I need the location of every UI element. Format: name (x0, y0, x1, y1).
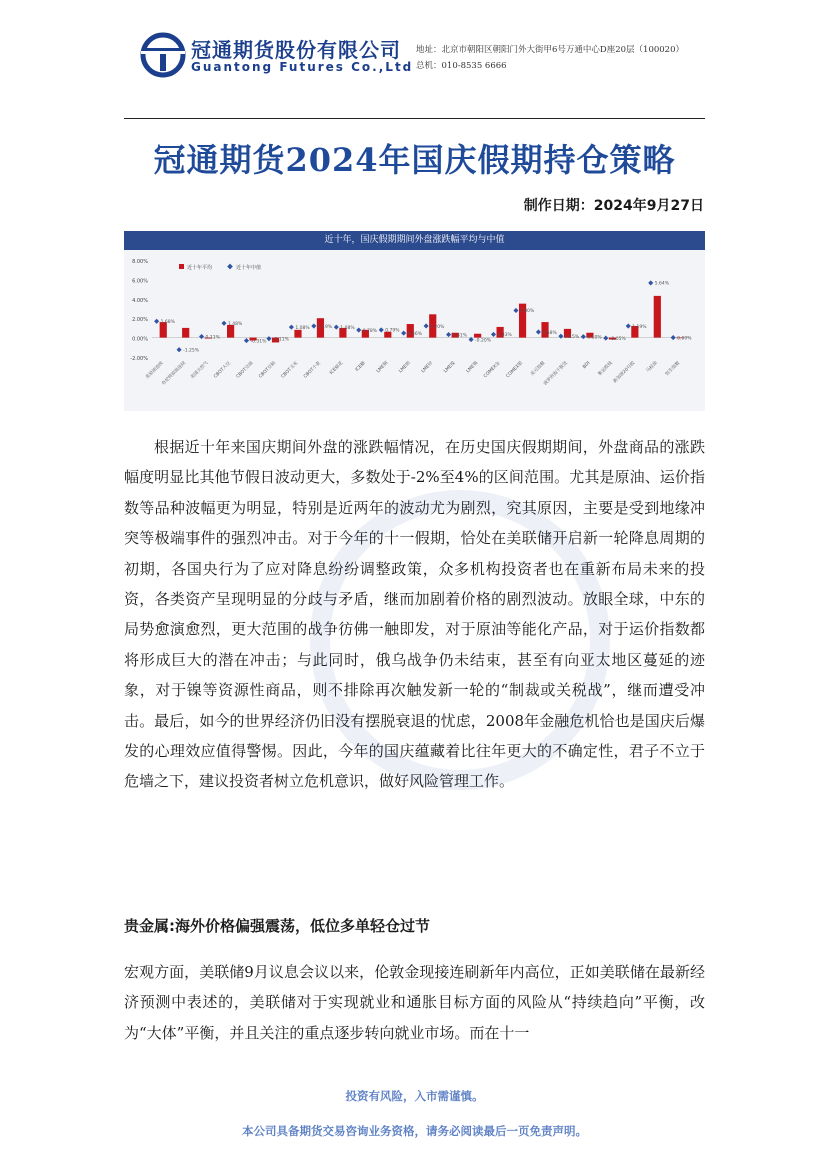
data-label-median: 1.19% (317, 324, 333, 330)
company-name-en: Guantong Futures Co.,Ltd (191, 60, 414, 74)
point-median (648, 280, 653, 285)
data-label-median: 1.20% (430, 324, 445, 330)
point-median (424, 323, 429, 328)
data-label-median: 1.08% (340, 325, 355, 331)
point-median (266, 336, 271, 341)
category-label: 布伦特原油连续 (161, 360, 188, 387)
point-median (536, 329, 541, 334)
data-label-median: 0.58% (542, 330, 557, 336)
category-label: 集运欧线 (597, 360, 614, 378)
y-tick-label: 6.00% (132, 278, 148, 285)
production-date: 制作日期：2024年9月27日 (523, 198, 704, 214)
page-header (138, 30, 718, 80)
data-label-median: 0.11% (205, 335, 220, 341)
disclaimer-note: 本公司具备期货交易咨询业务资格，请务必阅读最后一页免责声明。 (242, 1124, 587, 1138)
category-label: LME铜 (375, 360, 390, 375)
y-tick-label: 8.00% (132, 259, 148, 265)
legend-label-mean: 近十年平均 (187, 265, 213, 271)
data-label-median: 0.10% (587, 335, 602, 341)
section-heading-precious-metals: 贵金属:海外价格偏强震荡，低位多单轻仓过节 (124, 917, 431, 935)
data-label-median: 1.08% (295, 325, 310, 331)
chart-container (124, 231, 705, 411)
bar-mean (294, 330, 301, 338)
y-tick-label: 0.00% (132, 336, 148, 343)
point-median (626, 324, 631, 329)
category-label: CBOT豆粕 (258, 360, 277, 380)
y-tick-label: 4.00% (132, 297, 148, 304)
point-median (603, 336, 608, 341)
category-label: LME镍 (443, 360, 457, 375)
category-label: COMEX银 (505, 360, 524, 380)
legend-swatch-mean (179, 264, 184, 269)
data-label-median: 1.48% (228, 322, 243, 328)
category-label: CBOT小麦 (303, 360, 322, 380)
point-median (379, 327, 384, 332)
chart-title: 近十年，国庆假期期间外盘涨跌幅平均与中值 (124, 231, 705, 250)
contact-info (416, 42, 684, 74)
point-median (199, 334, 204, 339)
category-label: CBOT玉米 (280, 360, 300, 380)
paragraph-macro: 宏观方面，美联储9月议息会议以来，伦敦金现接连刷新年内高位，正如美联储在最新经济预测中表述的，美联储对于实现就业和通胀目标方面的风险从“持续趋向”平衡，改为“大体”平衡，并且关注的重点逐步转向就业市场。而在十一 (124, 963, 705, 1042)
category-label: CBOT大豆 (213, 360, 233, 380)
point-median (311, 324, 316, 329)
phone-text: 总机：010-8535 6666 (416, 61, 507, 71)
data-label-median: -0.05% (609, 336, 626, 342)
category-label: LME锌 (420, 360, 435, 375)
category-label: 美国天然气 (190, 360, 210, 381)
bar-chart (124, 250, 705, 411)
category-label: ICE棉花 (329, 360, 345, 376)
data-label-median: 1.68% (160, 320, 175, 326)
point-median (491, 332, 496, 337)
data-label-median: 5.64% (654, 281, 670, 287)
data-label-median: -0.31% (250, 339, 267, 345)
category-label: LME锡 (465, 360, 480, 375)
data-label-median: -1.25% (183, 348, 200, 354)
category-label: CBOT豆油 (235, 360, 255, 380)
data-label-median: 0.79% (385, 328, 400, 334)
point-median (513, 308, 518, 313)
point-median (356, 327, 361, 332)
category-label: 恒生指数 (664, 360, 682, 378)
bar-mean (654, 296, 661, 338)
company-logo-icon (138, 32, 188, 78)
category-label: 波罗的海干散货 (543, 360, 569, 387)
data-label-median: 0.46% (407, 331, 422, 337)
category-label: 美元指数 (530, 360, 547, 378)
risk-warning: 投资有风险，入市需谨慎。 (345, 1089, 484, 1103)
category-label: ICE糖 (354, 360, 367, 373)
point-median (289, 325, 294, 330)
point-median (244, 338, 249, 343)
data-label-median: 0.33% (497, 333, 512, 339)
point-median (401, 331, 406, 336)
point-median (446, 332, 451, 337)
category-label: 新加坡20号胶 (612, 360, 637, 385)
address-text: 地址：北京市朝阳区朝阳门外大街甲6号万通中心D座20层（100020） (416, 45, 684, 55)
document-title: 冠通期货2024年国庆假期持仓策略 (153, 141, 676, 179)
data-label-median: 1.19% (632, 324, 647, 330)
data-label-median: -0.11% (272, 337, 289, 343)
data-label-median: 0.15% (564, 334, 580, 340)
point-median (558, 334, 563, 339)
data-label-median: 0.00% (677, 336, 692, 342)
header-divider (124, 118, 705, 119)
data-label-median: 2.80% (519, 309, 535, 315)
point-median (334, 325, 339, 330)
point-median (154, 319, 159, 324)
data-label-median: 0.78% (362, 328, 378, 334)
point-median (581, 334, 586, 339)
legend-label-median: 近十年中值 (236, 265, 262, 271)
point-median (177, 347, 182, 352)
data-label-median: -0.20% (475, 338, 491, 344)
category-label: BDI (582, 360, 592, 370)
y-tick-label: 2.00% (132, 317, 148, 324)
category-label: 美原油连续 (145, 360, 165, 381)
y-tick-label: -2.00% (130, 356, 148, 362)
legend-marker-median (227, 264, 233, 270)
category-label: COMEX金 (483, 360, 502, 380)
company-name-cn: 冠通期货股份有限公司 (191, 38, 401, 62)
bar-mean (474, 334, 481, 338)
bar-mean (182, 328, 189, 338)
point-median (221, 321, 226, 326)
category-label: LME铝 (398, 360, 412, 375)
category-label: 马棕油 (645, 360, 659, 374)
data-label-median: 0.31% (452, 333, 467, 339)
paragraph-risk-overview: 根据近十年来国庆期间外盘的涨跌幅情况，在历史国庆假期期间，外盘商品的涨跌幅度明显比其他节假日波动更大，多数处于-2%至4%的区间范围。尤其是原油、运价指数等品种波幅更为明显，特别是近两年的波动尤为剧烈，究其原因，主要是受到地缘冲突等极端事件的强烈冲击。对于今年的十一假期，恰处在美联储开启新一轮降息周期的初期，各国央行为了应对降息纷纷调整政策，众多机构投资者也在重新布局未来的投资，各类资产呈现明显的分歧与矛盾，继而加剧着价格的剧烈波动。放眼全球，中东的局势愈演愈烈，更大范围的战争彷佛一触即发，对于原油等能化产品，对于运价指数都将形成巨大的潜在冲击；与此同时，俄乌战争仍未结束，甚至有向亚太地区蔓延的迹象，对于镍等资源性商品，则不排除再次触发新一轮的“制裁或关税战”，继而遭受冲击。最后，如今的世界经济仍旧没有摆脱衰退的忧虑，2008年金融危机恰也是国庆后爆发的心理效应值得警惕。因此，今年的国庆蕴藏着比往年更大的不确定性，君子不立于危墙之下，建议投资者树立危机意识，做好风险管理工作。 (124, 438, 705, 791)
point-median (671, 335, 676, 340)
